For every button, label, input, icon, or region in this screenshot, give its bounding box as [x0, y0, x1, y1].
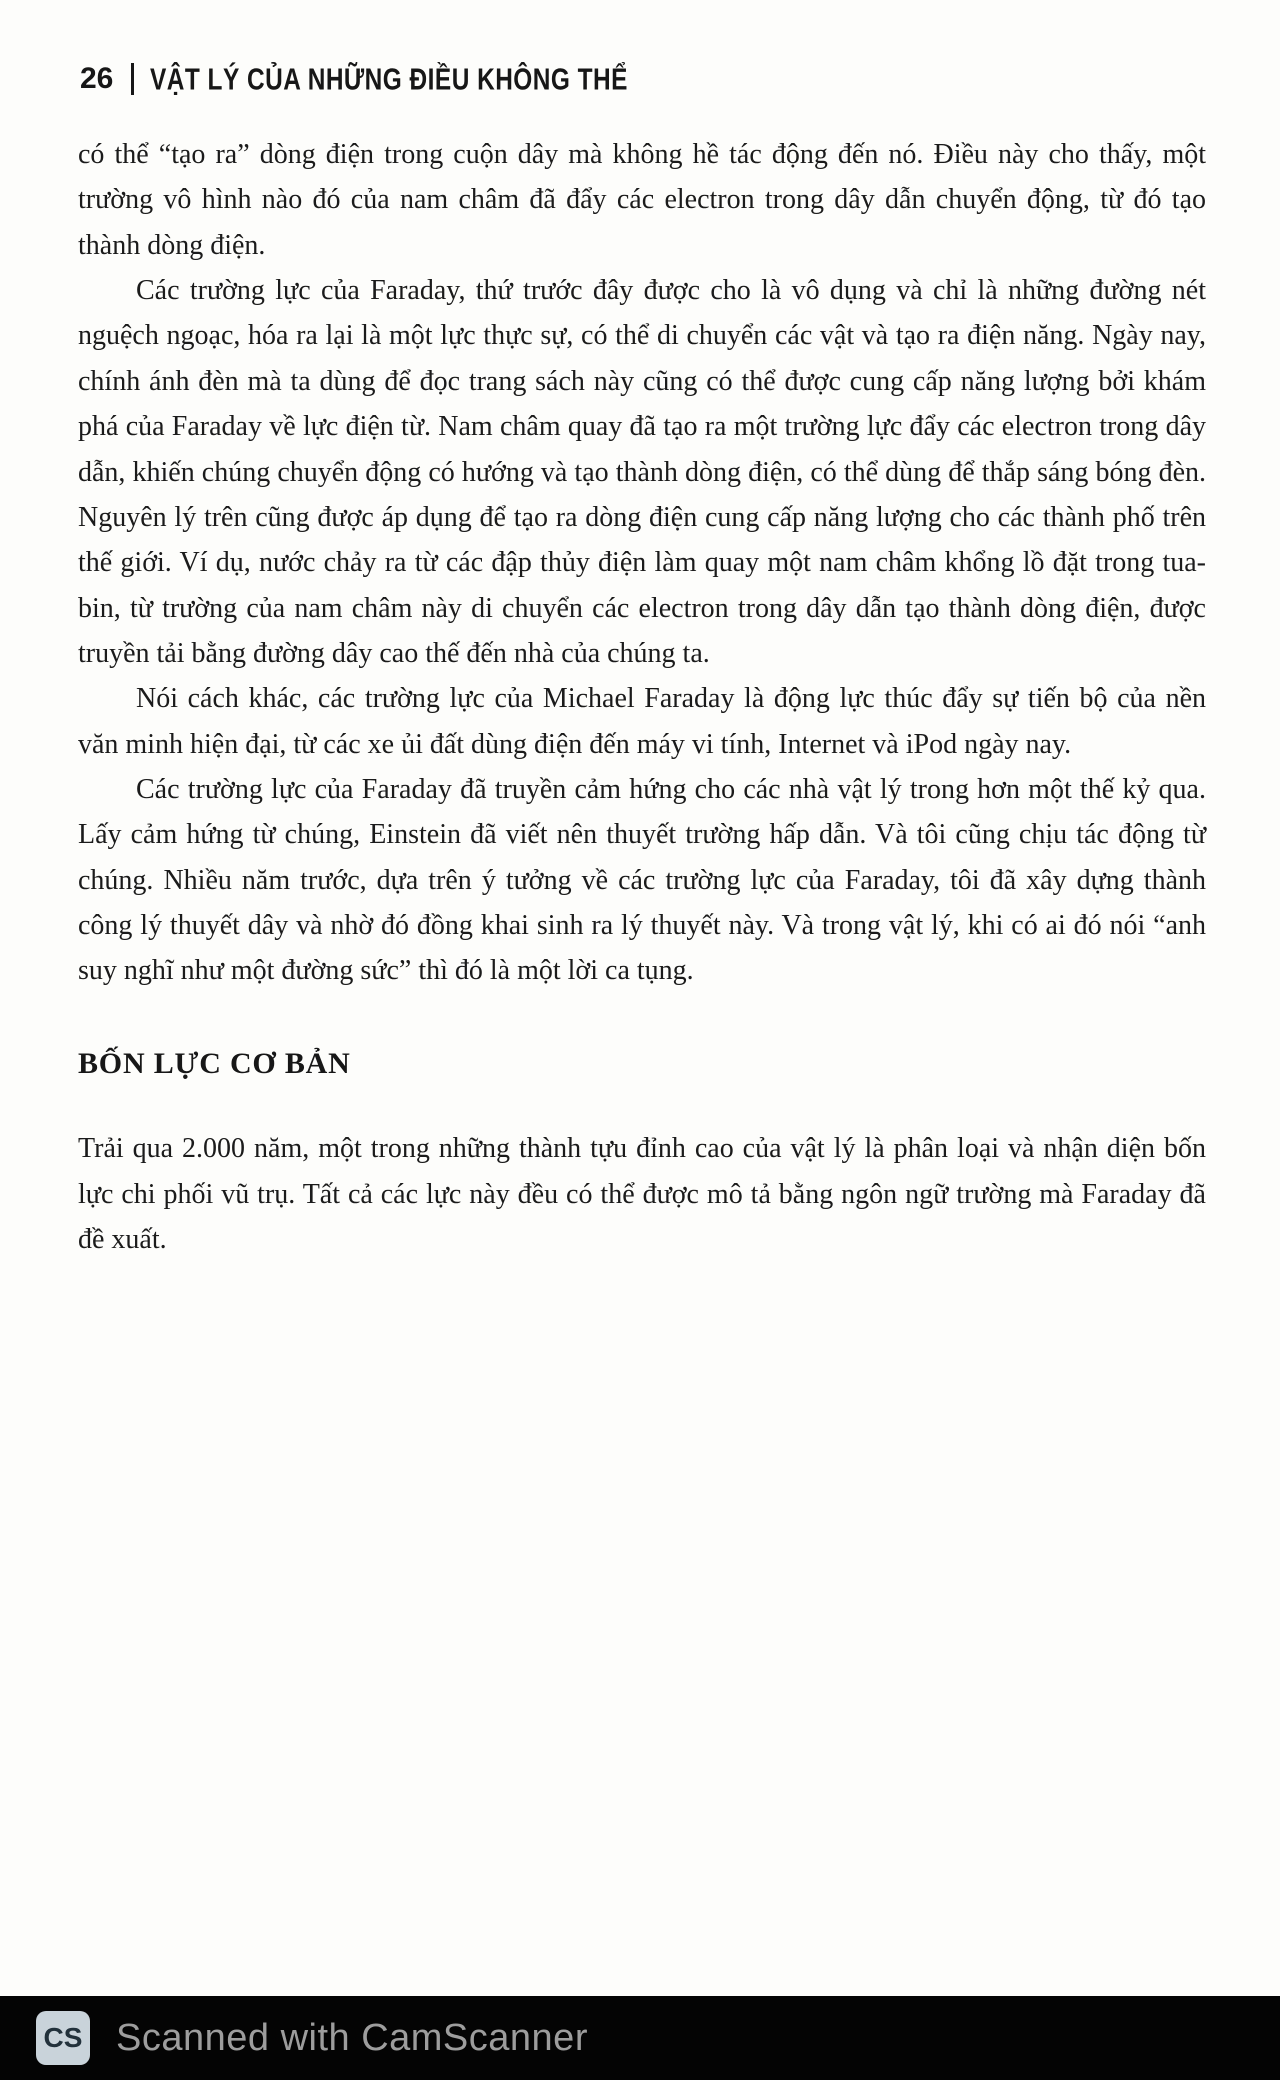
page-body-text [78, 132, 1206, 1263]
running-head [80, 62, 659, 96]
book-title: VẬT LÝ CỦA NHỮNG ĐIỀU KHÔNG THỂ [150, 60, 629, 97]
page-number: 26 [80, 62, 114, 95]
header-divider [131, 63, 134, 95]
paragraph: Các trường lực của Faraday đã truyền cảm hứng cho các nhà vật lý trong hơn một thế kỷ qua. Lấy cảm hứng từ chúng, Einstein đã viết nên thuyết trường hấp dẫn. Và tôi cũng chịu tác động từ chúng. Nhiều năm trước, dựa trên ý tưởng về các trường lực của Faraday, tôi đã xây dựng thành công lý thuyết dây và nhờ đó đồng khai sinh ra lý thuyết này. Và trong vật lý, khi có ai đó nói “anh suy nghĩ như một đường sức” thì đó là một lời ca tụng. [78, 774, 1206, 987]
paragraph: Trải qua 2.000 năm, một trong những thành tựu đỉnh cao của vật lý là phân loại và nhận diện bốn lực chi phối vũ trụ. Tất cả các lực này đều có thể được mô tả bằng ngôn ngữ trường mà Faraday đã đề xuất. [78, 1133, 1206, 1256]
camscanner-footer-bar [0, 1996, 1280, 2080]
paragraph: Các trường lực của Faraday, thứ trước đây được cho là vô dụng và chỉ là những đường nét nguệch ngoạc, hóa ra lại là một lực thực sự, có thể di chuyển các vật và tạo ra điện năng. Ngày nay, chính ánh đèn mà ta dùng để đọc trang sách này cũng có thể được cung cấp năng lượng bởi khám phá của Faraday về lực điện từ. Nam châm quay đã tạo ra một trường lực đẩy các electron trong dây dẫn, khiến chúng chuyển động có hướng và tạo thành dòng điện, có thể dùng để thắp sáng bóng đèn. Nguyên lý trên cũng được áp dụng để tạo ra dòng điện cung cấp năng lượng cho các thành phố trên thế giới. Ví dụ, nước chảy ra từ các đập thủy điện làm quay một nam châm khổng lồ đặt trong tua-bin, từ trường của nam châm này di chuyển các electron trong dây dẫn tạo thành dòng điện, được truyền tải bằng đường dây cao thế đến nhà của chúng ta. [78, 275, 1206, 669]
camscanner-watermark-text: Scanned with CamScanner [116, 2016, 588, 2059]
paragraph: có thể “tạo ra” dòng điện trong cuộn dây mà không hề tác động đến nó. Điều này cho thấy, một trường vô hình nào đó của nam châm đã đẩy các electron trong dây dẫn chuyển động, từ đó tạo thành dòng điện. [78, 139, 1206, 261]
section-heading: BỐN LỰC CƠ BẢN [78, 1046, 351, 1080]
camscanner-logo-icon: CS [36, 2011, 90, 2065]
paragraph: Nói cách khác, các trường lực của Michael Faraday là động lực thúc đẩy sự tiến bộ của nền văn minh hiện đại, từ các xe ủi đất dùng điện đến máy vi tính, Internet và iPod ngày nay. [78, 683, 1206, 760]
